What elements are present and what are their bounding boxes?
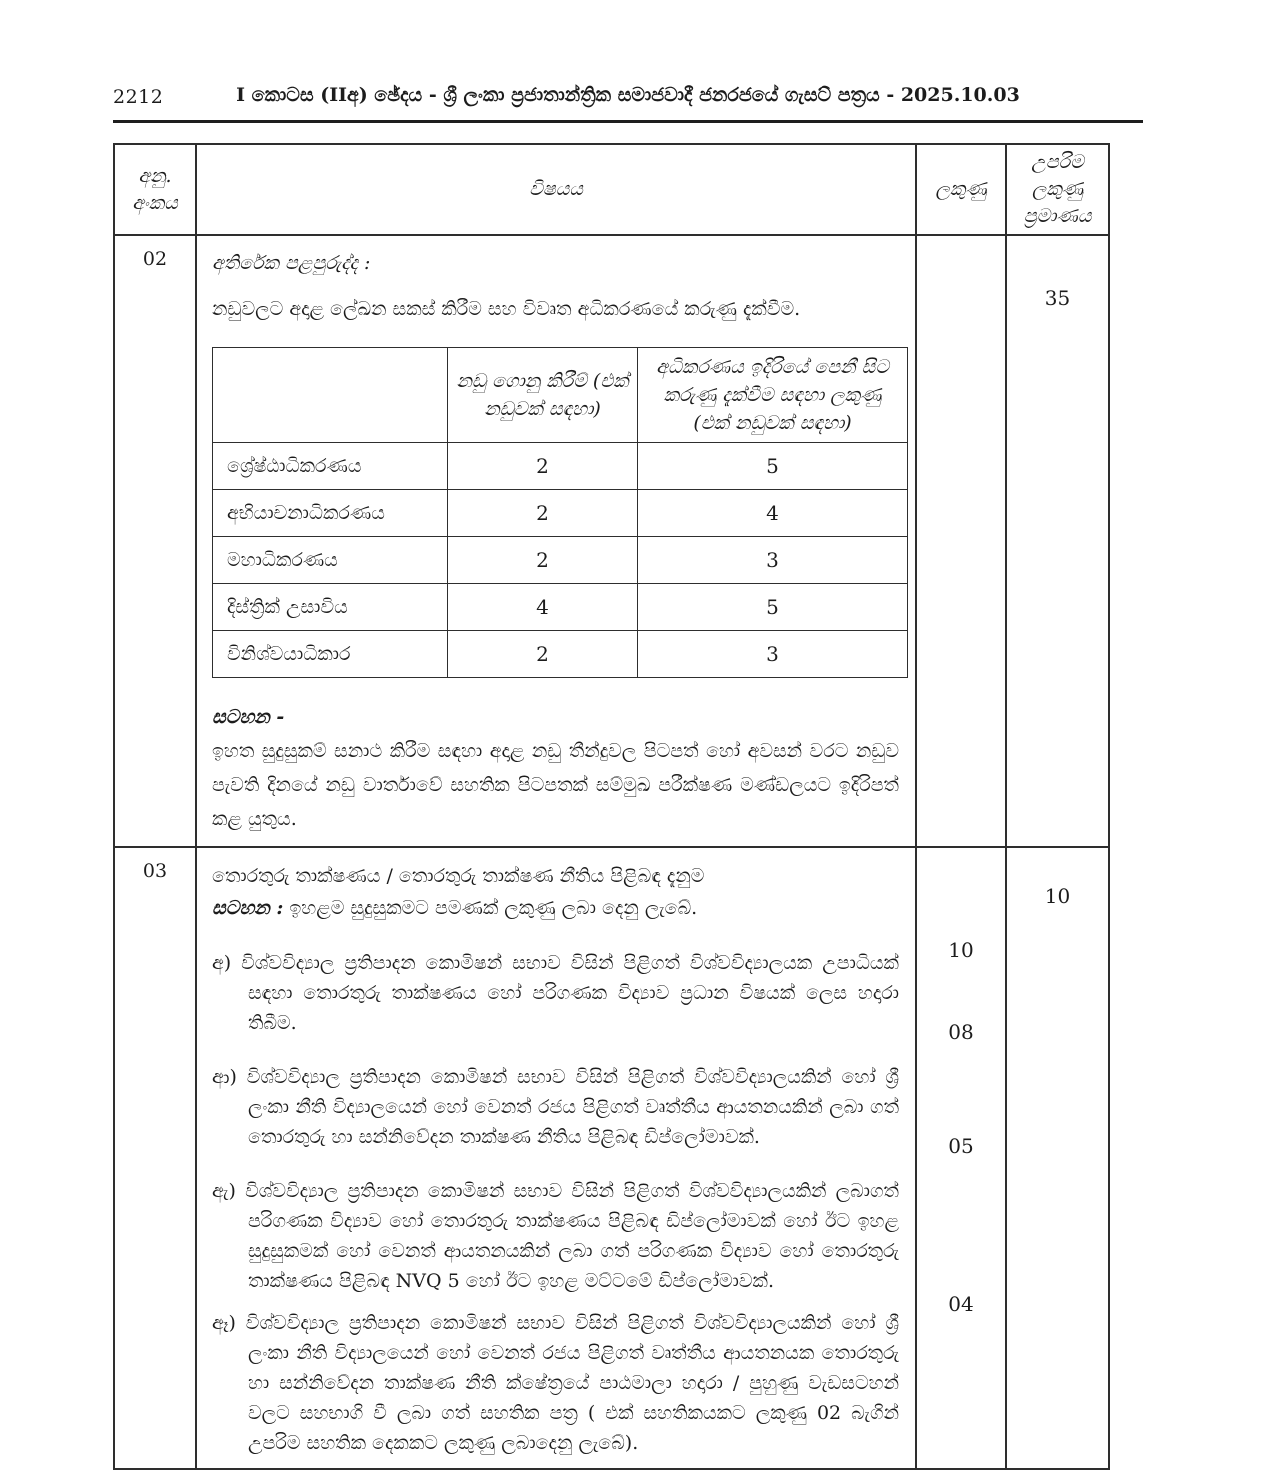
item-aa-marks: 08 [948, 1020, 974, 1044]
courts-marks-table [212, 347, 908, 678]
item-label: ඇ) [212, 1180, 236, 1202]
table-header-row [114, 144, 1109, 235]
marks-cell-03 [916, 847, 1006, 1469]
filing-marks: 2 [448, 490, 638, 537]
marks-scheme-table [113, 143, 1110, 1470]
item-label: අ) [212, 952, 232, 974]
item-label: ඈ) [212, 1312, 236, 1334]
header-marks: ලකුණු [916, 144, 1006, 235]
header-subject: විෂයය [196, 144, 916, 235]
max-marks-cell-03 [1006, 847, 1109, 1469]
item-ae-marks: 05 [948, 1134, 974, 1158]
row02-title: අතිරේක පළපුරුද්ද : [212, 252, 371, 274]
courts-table-header-row [213, 348, 908, 443]
qualification-item-ae [212, 1176, 903, 1296]
table-row [213, 490, 908, 537]
header-rule [113, 120, 1143, 123]
filing-marks: 4 [448, 584, 638, 631]
item-a-marks: 10 [948, 938, 974, 962]
qualification-item-a [212, 948, 903, 1038]
court-name: දිස්ත්‍රික් උසාවිය [213, 584, 448, 631]
courts-header-appearing: අධිකරණය ඉදිරියේ පෙනී සිට කරුණු දැක්වීම සඳහා ලකුණු (එක් නඩුවක් සඳහා) [638, 348, 908, 443]
max-marks-value-03: 10 [1044, 884, 1071, 908]
table-row-02 [114, 235, 1109, 847]
subject-cell-03 [196, 847, 916, 1469]
court-name: විනිශ්වයාධිකාර [213, 631, 448, 678]
filing-marks: 2 [448, 631, 638, 678]
table-row-03 [114, 847, 1109, 1469]
qualification-item-aee [212, 1308, 903, 1458]
item-label: ආ) [212, 1066, 237, 1088]
serial-number-02: 02 [114, 235, 196, 847]
row03-note-text: ඉහළම සුදුසුකමට පමණක් ලකුණු ලබා දෙනු ලැබේ. [289, 897, 698, 919]
table-row [213, 584, 908, 631]
table-row [213, 537, 908, 584]
item-aee-marks: 04 [948, 1292, 974, 1316]
row03-title: තොරතුරු තාක්ෂණය / තොරතුරු තාක්ෂණ නීතිය පිළිබඳ දැනුම [212, 865, 705, 887]
header-max-marks: උපරිම ලකුණු ප්‍රමාණය [1006, 144, 1109, 235]
serial-number-03: 03 [114, 847, 196, 1469]
appearing-marks: 5 [638, 443, 908, 490]
qualification-item-aa [212, 1062, 903, 1152]
appearing-marks: 3 [638, 537, 908, 584]
max-marks-value-02: 35 [1044, 286, 1071, 310]
appearing-marks: 5 [638, 584, 908, 631]
appearing-marks: 3 [638, 631, 908, 678]
row02-intro: නඩුවලට අදාළ ලේඛන සකස් කිරීම සහ විවෘත අධිකරණයේ කරුණු දැක්වීම. [212, 298, 801, 320]
courts-header-empty [213, 348, 448, 443]
gazette-header-title: I කොටස (IIඅ) ඡේදය - ශ්‍රී ලංකා ප්‍රජාතාන්ත්‍රික සමාජවාදී ජනරජයේ ගැසට් පත්‍රය - 2025.10.03 [236, 84, 1020, 106]
courts-header-filing: නඩු ගොනු කිරීම් (එක් නඩුවක් සඳහා) [448, 348, 638, 443]
header-serial-number: අනු. අංකය [114, 144, 196, 235]
filing-marks: 2 [448, 443, 638, 490]
table-row [213, 443, 908, 490]
appearing-marks: 4 [638, 490, 908, 537]
item-text: විශ්වවිද්‍යාල ප්‍රතිපාදන කොමිෂන් සභාව විසින් පිළිගත් විශ්වවිද්‍යාලයක උපාධියක් සඳහා තොරතුරු තාක්ෂණය හෝ පරිගණක විද්‍යාව ප්‍රධාන විෂයක් ලෙස හදාරා තිබීම. [241, 952, 899, 1034]
item-text: විශ්වවිද්‍යාල ප්‍රතිපාදන කොමිෂන් සභාව විසින් පිළිගත් විශ්වවිද්‍යාලයකින් ලබාගත් පරිගණක විද්‍යාව හෝ තොරතුරු තාක්ෂණය පිළිබඳ ඩිප්ලෝමාවක් හෝ ඊට ඉහළ සුදුසුකමක් හෝ වෙනත් ආයතනයකින් ලබා ගත් පරිගණක විද්‍යාව හෝ තොරතුරු තාක්ෂණය පිළිබඳ NVQ 5 හෝ ඊට ඉහළ මට්ටමේ ඩිප්ලෝමාවක්. [245, 1180, 899, 1292]
table-row [213, 631, 908, 678]
row02-note-text: ඉහත සුදුසුකම් සනාථ කිරීම සඳහා අදාළ නඩු තීන්දුවල පිටපත් හෝ අවසන් වරට නඩුව පැවති දිනයේ නඩු වාර්තාවේ සහතික පිටපතක් සම්මුඛ පරීක්ෂණ මණ්ඩලයට ඉදිරිපත් කළ යුතුය. [212, 740, 899, 830]
marks-cell-02 [916, 235, 1006, 847]
subject-cell-02 [196, 235, 916, 847]
row02-note-label: සටහන - [212, 706, 285, 728]
page-number: 2212 [113, 86, 164, 108]
item-text: විශ්වවිද්‍යාල ප්‍රතිපාදන කොමිෂන් සභාව විසින් පිළිගත් විශ්වවිද්‍යාලයකින් හෝ ශ්‍රී ලංකා නීති විද්‍යාලයෙන් හෝ වෙනත් රජය පිළිගත් වෘත්තීය ආයතනයක තොරතුරු හා සන්නිවේදන තාක්ෂණ නීති ක්ෂේත්‍රයේ පාඨමාලා හදාරා / පුහුණු වැඩසටහන් වලට සහභාගි වී ලබා ගත් සහතික පත්‍ර ( එක් සහතිකයකට ලකුණු 02 බැගින් උපරිම සහතික දෙකකට ලකුණු ලබාදෙනු ලැබේ). [245, 1312, 899, 1454]
court-name: අභියාචනාධිකරණය [213, 490, 448, 537]
filing-marks: 2 [448, 537, 638, 584]
item-text: විශ්වවිද්‍යාල ප්‍රතිපාදන කොමිෂන් සභාව විසින් පිළිගත් විශ්වවිද්‍යාලයකින් හෝ ශ්‍රී ලංකා නීති විද්‍යාලයෙන් හෝ වෙනත් රජය පිළිගත් වෘත්තීය ආයතනයකින් ලබා ගත් තොරතුරු හා සන්නිවේදන තාක්ෂණ නීතිය පිළිබඳ ඩිප්ලෝමාවක්. [246, 1066, 899, 1148]
row03-note-line [212, 892, 903, 924]
max-marks-cell-02 [1006, 235, 1109, 847]
row03-note-label: සටහන : [212, 897, 284, 919]
court-name: ශ්‍රේෂ්ඨාධිකරණය [213, 443, 448, 490]
court-name: මහාධිකරණය [213, 537, 448, 584]
